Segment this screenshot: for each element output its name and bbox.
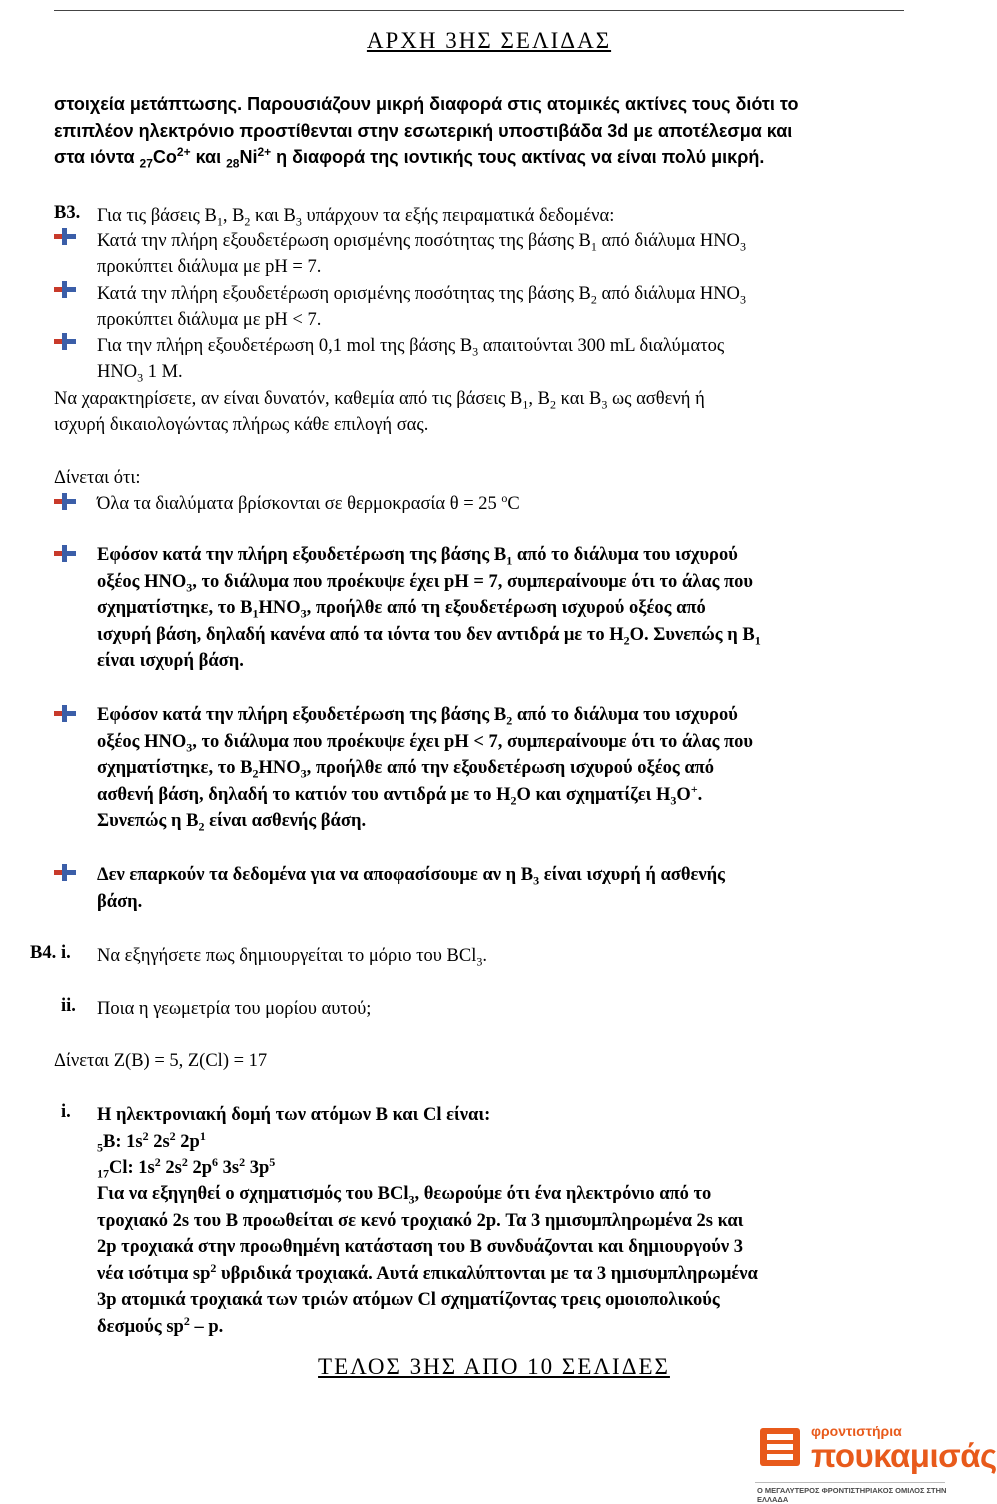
b3-task: Να χαρακτηρίσετε, αν είναι δυνατόν, καθεμία από τις βάσεις $B_1$, $B_2$ και $B_3$ ως ασθενή ή ισχυρή δικαιολογώντας πλήρως κάθε επιλογή σας. [54,389,705,435]
bullet-icon [54,281,76,298]
bullet-icon [54,493,76,510]
bullet-icon [54,333,76,350]
answer-b3: Δεν επαρκούν τα δεδομένα για να αποφασίσουμε αν η $B_3$ είναι ισχυρή ή ασθενής βάση. [97,865,725,912]
b4-answer-explanation: Για να εξηγηθεί ο σχηματισμός του BCl$_3$, θεωρούμε ότι ένα ηλεκτρόνιο από το τροχιακό 2s του B προωθείται σε κενό τροχιακό 2p. Τα 3 ημισυμπληρωμένα 2s και 2p τροχιακά στην προωθημένη κατάσταση του B συνδυάζονται και δημιουργούν 3 νέα ισότιμα $sp^2$ υβριδικά τροχιακά. Αυτά επικαλύπτονται με τα 3 ημισυμπληρωμένα 3p ατομικά τροχιακά των τριών ατόμων Cl σχηματίζοντας τρεις ομοιοπολικούς δεσμούς $sp^2$ – p. [97,1184,758,1337]
b4-answer-config: Η ηλεκτρονιακή δομή των ατόμων Β και Cl είναι: $_5$B: $1s^2$ $2s^2$ $2p^1$ $_{17}$Cl: $1s^2$ $2s^2$ $2p^6$ $3s^2$ $3p^5$ [97,1105,491,1181]
given-label: Δίνεται ότι: [54,468,141,488]
bullet-icon [54,545,76,562]
b4-answer-number: i. [61,1102,71,1122]
b4-given: Δίνεται Z(B) = 5, Z(Cl) = 17 [54,1051,268,1071]
bullet-icon [54,864,76,881]
b3-bullet-1: Κατά την πλήρη εξουδετέρωση ορισμένης ποσότητας της βάσης $B_1$ από διάλυμα $HNO_3$ προκύπτει διάλυμα με pH = 7. [97,231,746,277]
logo-tagline: Ο ΜΕΓΑΛΥΤΕΡΟΣ ΦΡΟΝΤΙΣΤΗΡΙΑΚΟΣ ΟΜΙΛΟΣ ΣΤΗΝ ΕΛΛΑΔΑ [757,1486,947,1504]
top-rule [54,10,904,11]
page-header: ΑΡΧΗ 3ΗΣ ΣΕΛΙΔΑΣ [366,28,612,53]
b4-q1-number: i. [61,943,71,963]
intro-paragraph: στοιχεία μετάπτωσης. Παρουσιάζουν μικρή διαφορά στις ατομικές ακτίνες τους διότι το επιπλέον ηλεκτρόνιο προστίθενται στην εσωτερική υποστιβάδα 3d με αποτέλεσμα και στα ιόντα $_{27}Co^{2+}$ και $_{28}Ni^{2+}$ η διαφορά της ιοντικής τους ακτίνας να είναι πολύ μικρή. [54,94,799,171]
logo-small-text: φροντιστήρια [811,1423,902,1439]
b4-q1-text: Να εξηγήσετε πως δημιουργείται το μόριο του BCl$_3$. [97,946,487,969]
logo-brand-name: πουκαμισάς [811,1437,997,1474]
bullet-icon [54,705,76,722]
answer-b1: Εφόσον κατά την πλήρη εξουδετέρωση της βάσης $B_1$ από το διάλυμα του ισχυρού οξέος $HNO_3$, το διάλυμα που προέκυψε έχει pH = 7, συμπεραίνουμε ότι το άλας που σχηματίστηκε, το $B_1HNO_3$, προήλθε από τη εξουδετέρωση ισχυρού οξέος από ισχυρή βάση, δηλαδή κανένα από τα ιόντα του δεν αντιδρά με το $H_2O$. Συνεπώς η $B_1$ είναι ισχυρή βάση. [97,545,761,671]
answer-b2: Εφόσον κατά την πλήρη εξουδετέρωση της βάσης $B_2$ από το διάλυμα του ισχυρού οξέος $HNO_3$, το διάλυμα που προέκυψε έχει pH < 7, συμπεραίνουμε ότι το άλας που σχηματίστηκε, το $B_2HNO_3$, προήλθε από την εξουδετέρωση ισχυρού οξέος από ασθενή βάση, δηλαδή το κατιόν του αντιδρά με το $H_2O$ και σχηματίζει $H_3O^+$. Συνεπώς η $B_2$ είναι ασθενής βάση. [97,705,754,834]
page-footer: ΤΕΛΟΣ 3ΗΣ ΑΠΟ 10 ΣΕΛΙΔΕΣ [318,1354,670,1379]
b4-q2-number: ii. [61,996,76,1016]
b3-bullet-2: Κατά την πλήρη εξουδετέρωση ορισμένης ποσότητας της βάσης $B_2$ από διάλυμα $HNO_3$ προκύπτει διάλυμα με pH < 7. [97,284,746,330]
given-temperature: Όλα τα διαλύματα βρίσκονται σε θερμοκρασία θ = 25 $^o$C [97,490,520,514]
b4-q2-text: Ποια η γεωμετρία του μορίου αυτού; [97,999,372,1019]
question-label-b4: Β4. [30,943,57,963]
question-label-b3: Β3. [54,203,81,223]
question-b3-text: Για τις βάσεις $B_1$, $B_2$ και $B_3$ υπάρχουν τα εξής πειραματικά δεδομένα: [97,206,615,229]
bullet-icon [54,228,76,245]
b3-bullet-3: Για την πλήρη εξουδετέρωση 0,1 mol της βάσης $B_3$ απαιτούνται 300 mL διαλύματος $HNO_3$ 1 M. [97,336,725,385]
